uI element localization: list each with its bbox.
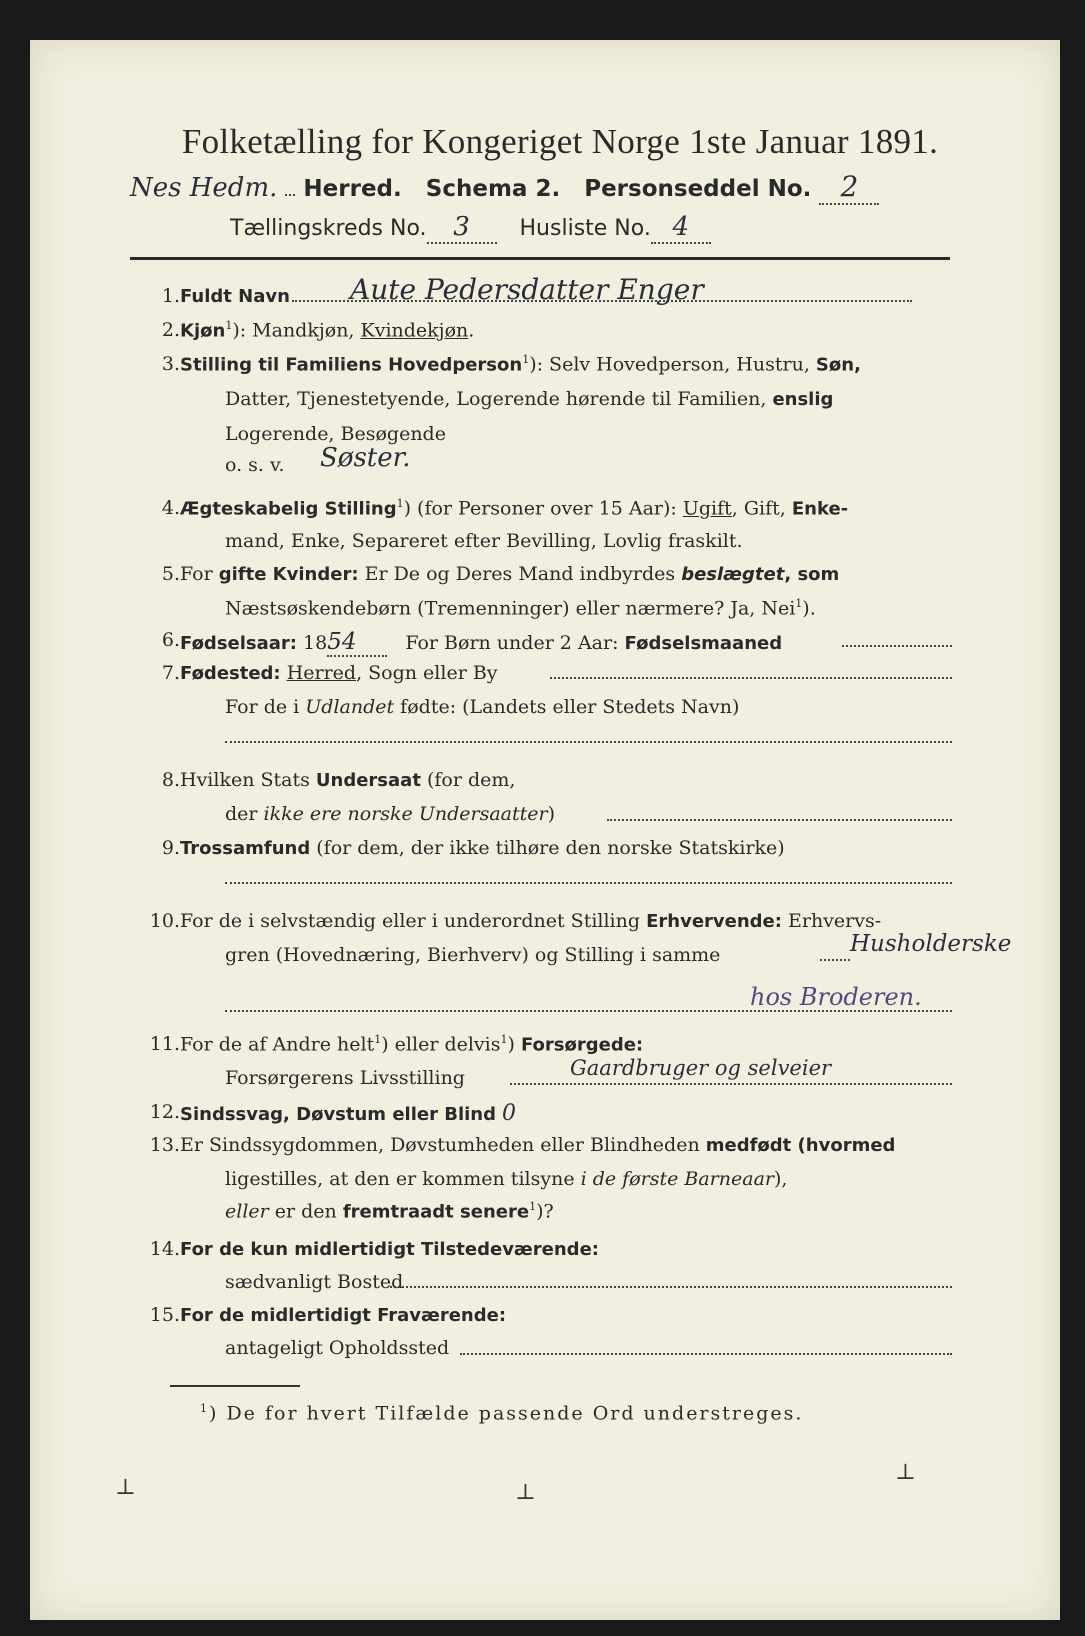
- forsorger-value: Gaardbruger og selveier: [570, 1055, 832, 1080]
- corner-mark-icon: ⊥: [115, 1475, 136, 1500]
- tellingskreds-label: Tællingskreds No.: [230, 216, 427, 241]
- item-number: 3.: [161, 352, 180, 375]
- item-10-line1: For de i selvstændig eller i underordnet Stilling Erhvervende: Erhvervs-: [180, 910, 882, 933]
- item-5-line1: For gifte Kvinder: Er De og Deres Mand indbyrdes beslægtet, som: [180, 563, 840, 586]
- item-8-line2: der ikke ere norske Undersaatter): [225, 802, 555, 825]
- item-9: Trossamfund (for dem, der ikke tilhøre den norske Statskirke): [180, 836, 785, 859]
- item-3-line2: Datter, Tjenestetyende, Logerende hørende til Familien, enslig: [225, 387, 834, 410]
- herred-label: Herred.: [303, 176, 402, 202]
- item-4-line2: mand, Enke, Separeret efter Bevilling, Lovlig fraskilt.: [225, 529, 743, 552]
- item-number: 13.: [149, 1134, 180, 1157]
- item-8-line1: Hvilken Stats Undersaat (for dem,: [180, 769, 516, 792]
- item-2-kjon: Kjøn$^1$): Mandkjøn, Kvindekjøn.: [180, 319, 475, 342]
- item-number: 9.: [161, 836, 180, 859]
- item-9-line: [225, 882, 952, 884]
- personseddel-label: Personseddel No.: [584, 176, 812, 202]
- item-3-osv: o. s. v.: [225, 453, 285, 476]
- personseddel-value: 2: [819, 170, 879, 205]
- corner-mark-icon: ⊥: [895, 1460, 916, 1485]
- corner-mark-icon: ⊥: [515, 1480, 536, 1505]
- item-13-line3: eller er den fremtraadt senere$^1$)?: [225, 1200, 554, 1223]
- footnote: $^1$) De for hvert Tilfælde passende Ord understreges.: [200, 1402, 804, 1425]
- sindssvag-value: 0: [502, 1100, 517, 1126]
- item-11-line1: For de af Andre helt$^1$) eller delvis$^1$) Forsørgede:: [180, 1032, 644, 1056]
- schema-label: Schema 2.: [425, 176, 561, 202]
- item-7-line1: Fødested: Herred, Sogn eller By: [180, 661, 498, 684]
- item-number: 1.: [161, 285, 180, 307]
- item-13-line1: Er Sindssygdommen, Døvstumheden eller Blindheden medfødt (hvormed: [180, 1134, 896, 1157]
- footnote-rule: [170, 1385, 300, 1387]
- tellingskreds-value: 3: [427, 212, 497, 244]
- fodselsaar-value: 54: [327, 629, 387, 657]
- item-13-line2: ligestilles, at den er kommen tilsyne i de første Barneaar),: [225, 1167, 788, 1190]
- item-number: 6.: [161, 629, 180, 652]
- item-number: 7.: [161, 661, 180, 684]
- ugift-underlined: Ugift: [682, 497, 732, 520]
- item-12: Sindssvag, Døvstum eller Blind 0: [180, 1100, 517, 1126]
- item-15-line2: antageligt Opholdssted: [225, 1337, 450, 1359]
- erhverv-value-2: hos Broderen.: [750, 983, 922, 1012]
- item-number: 14.: [149, 1238, 180, 1260]
- item-number: 8.: [161, 769, 180, 792]
- item-11-line: [510, 1083, 952, 1085]
- husliste-value: 4: [651, 212, 711, 244]
- form-title: Folketælling for Kongeriget Norge 1ste Januar 1891.: [181, 122, 939, 161]
- item-14-line1: For de kun midlertidigt Tilstedeværende:: [180, 1239, 599, 1260]
- herred-value: Nes Hedm.: [130, 173, 278, 203]
- item-5-line2: Næstsøskendebørn (Tremenninger) eller nærmere? Ja, Nei$^1$).: [225, 596, 816, 619]
- item-6-line: [842, 645, 952, 647]
- item-7-line2: For de i Udlandet fødte: (Landets eller Stedets Navn): [225, 696, 740, 718]
- item-14-line: [390, 1286, 952, 1288]
- item-15-line1: For de midlertidigt Fraværende:: [180, 1305, 507, 1326]
- item-number: 5.: [161, 563, 180, 586]
- item-3-line1: Stilling til Familiens Hovedperson$^1$): Selv Hovedperson, Hustru, Søn,: [180, 352, 861, 376]
- header-row-herred: [130, 170, 879, 205]
- item-4-line1: Ægteskabelig Stilling$^1$) (for Personer over 15 Aar): Ugift, Gift, Enke-: [180, 497, 849, 520]
- item-6: Fødselsaar: 1854 For Børn under 2 Aar: Fødselsmaaned: [180, 629, 783, 656]
- item-number: 2.: [161, 319, 180, 342]
- item-7-line: [550, 677, 952, 679]
- item-1-label: Fuldt Navn: [180, 286, 290, 307]
- herred-underlined: Herred: [286, 661, 357, 684]
- full-name-value: Aute Pedersdatter Enger: [350, 273, 704, 307]
- item-7-line3: [225, 741, 952, 743]
- item-8-line: [607, 819, 952, 821]
- item-11-line2: Forsørgerens Livsstilling: [225, 1067, 465, 1090]
- item-number: 15.: [149, 1304, 180, 1326]
- item-3-line3: Logerende, Besøgende: [225, 423, 446, 446]
- item-10-line: [820, 959, 850, 961]
- item-number: 10.: [149, 910, 180, 933]
- item-number: 12.: [149, 1100, 180, 1123]
- header-rule: [130, 257, 950, 260]
- header-row-kreds: [230, 212, 711, 244]
- husliste-label: Husliste No.: [519, 216, 651, 241]
- item-number: 11.: [149, 1032, 180, 1055]
- kvindekjon-underlined: Kvindekjøn: [360, 319, 469, 342]
- item-14-line2: sædvanligt Bosted: [225, 1270, 404, 1293]
- erhverv-value-1: Husholderske: [850, 930, 1012, 957]
- item-number: 4.: [161, 497, 180, 520]
- census-form-page: [30, 40, 1060, 1620]
- item-15-line: [460, 1353, 952, 1355]
- stilling-value: Søster.: [320, 443, 411, 474]
- item-10-line2: gren (Hovednæring, Bierhverv) og Stilling i samme: [225, 943, 721, 966]
